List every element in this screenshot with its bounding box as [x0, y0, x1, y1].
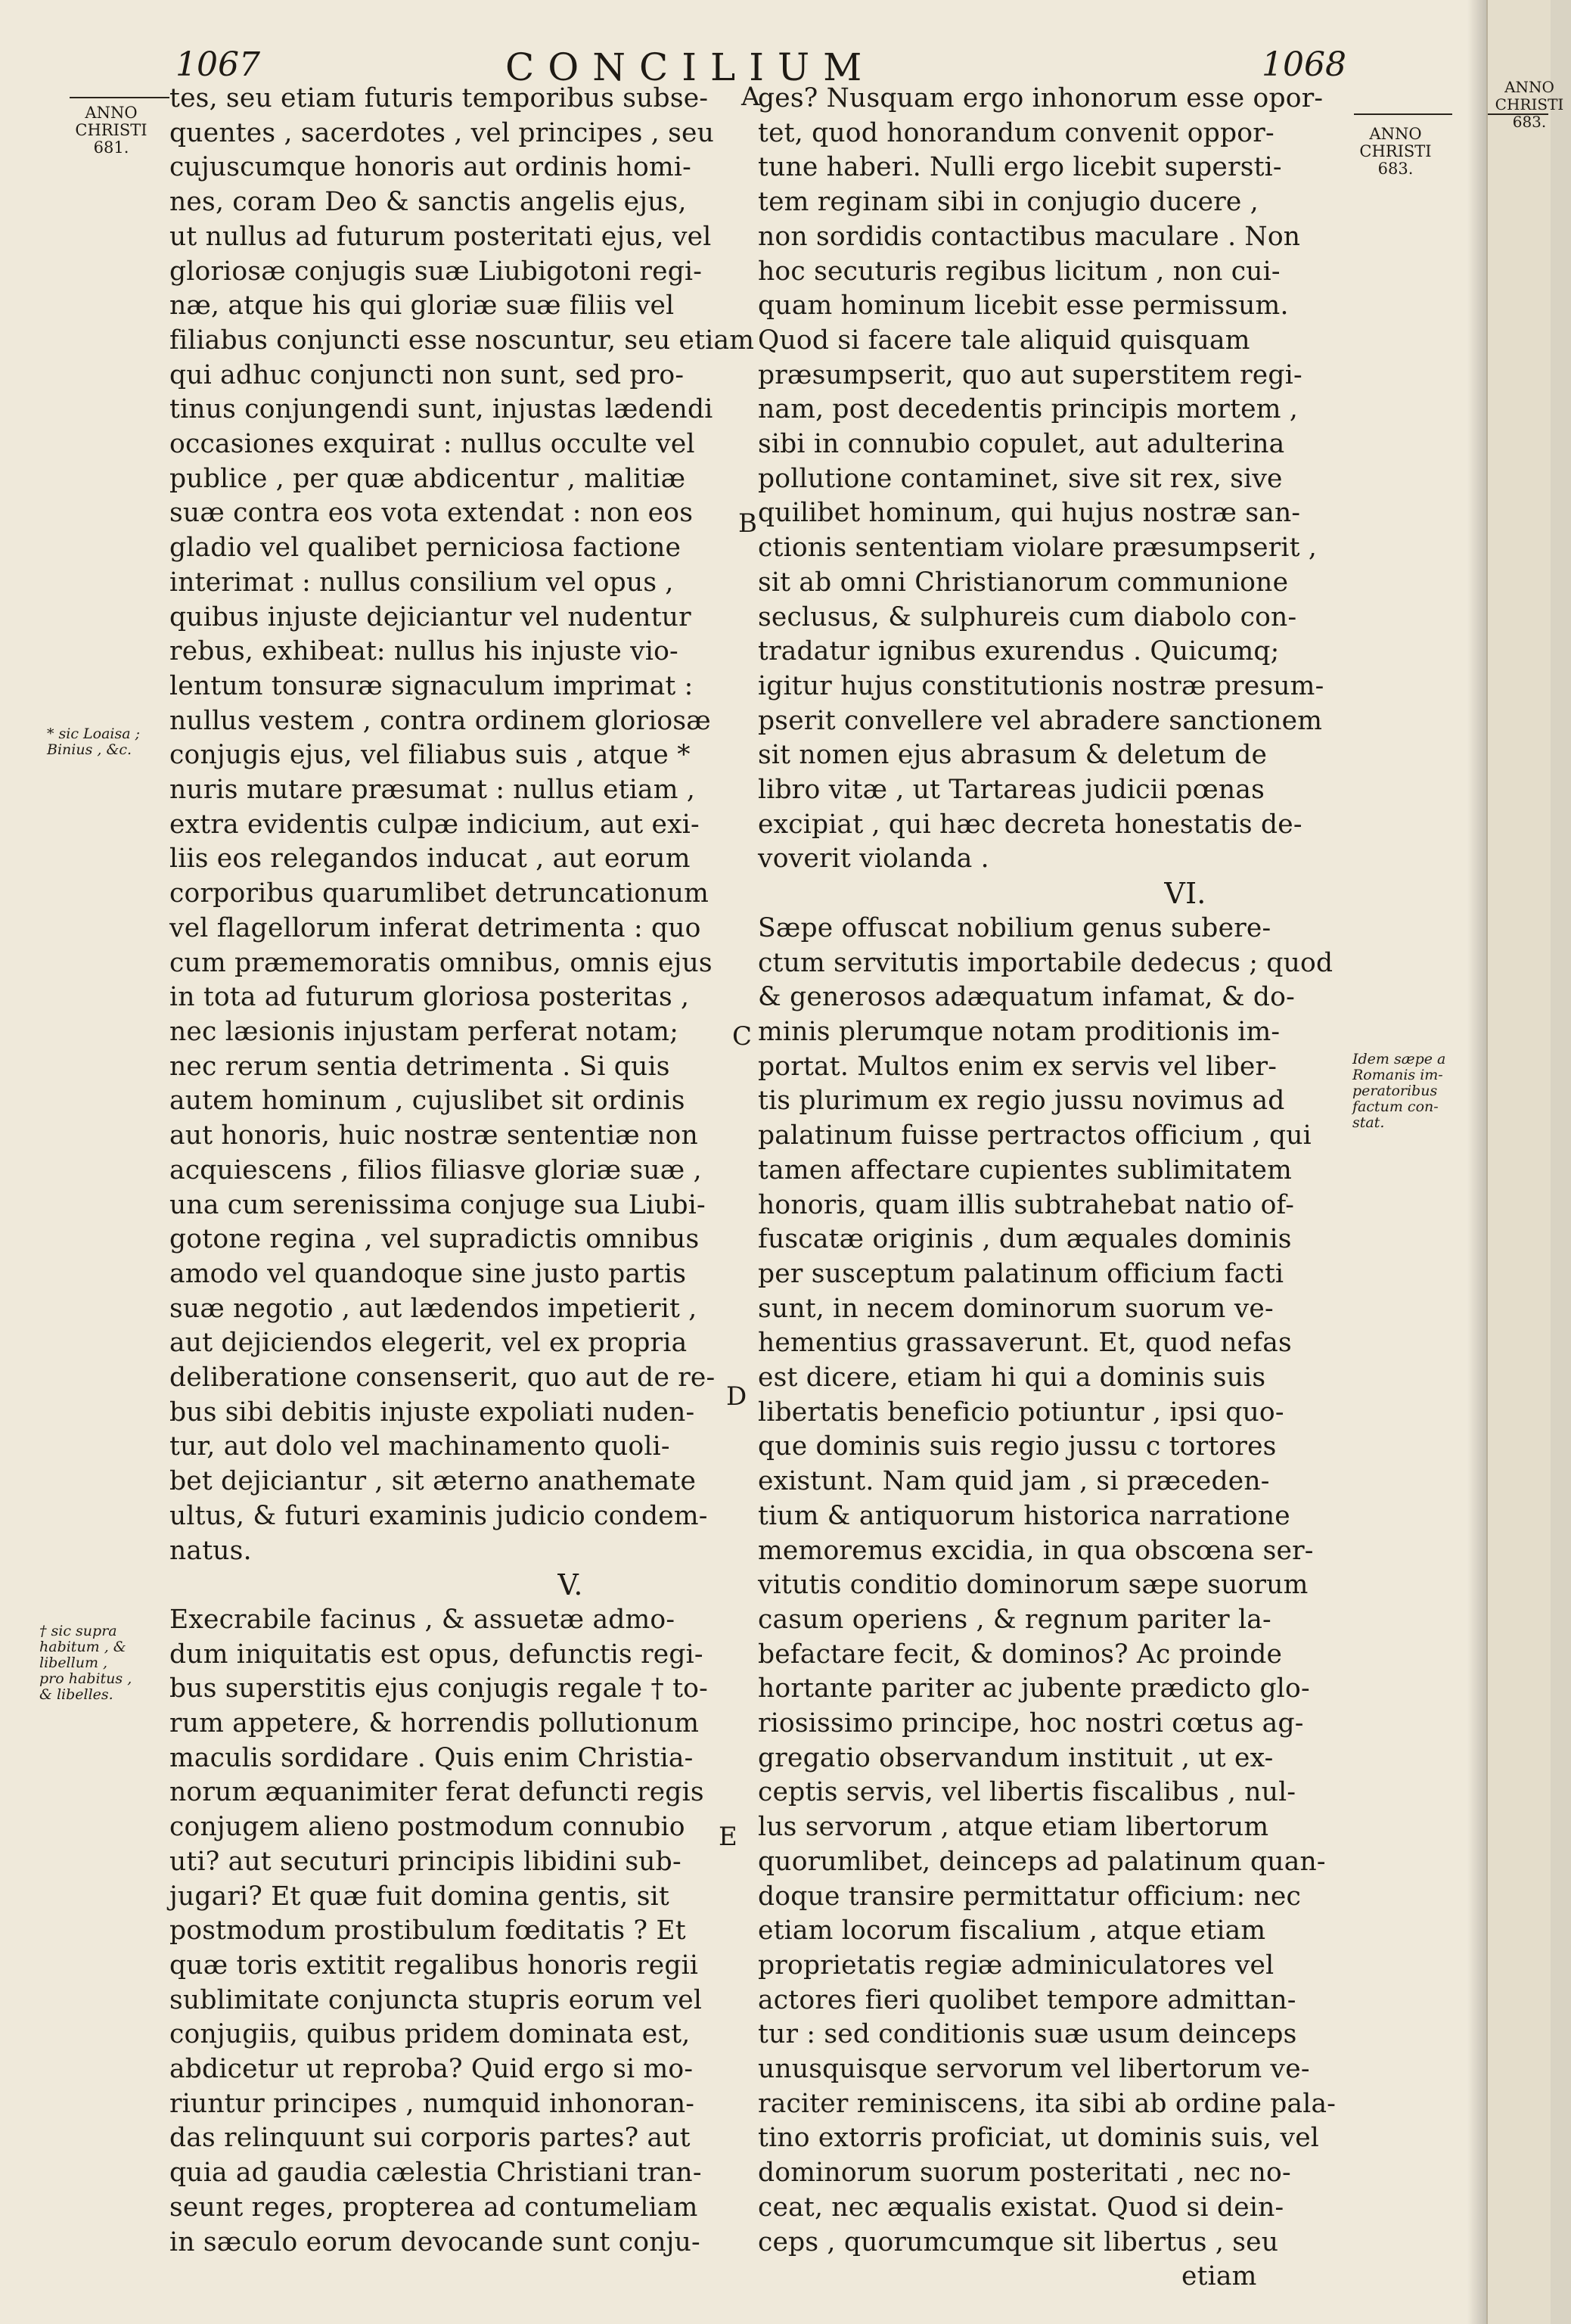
marginal-note-supra: † sic supra habitum , & libellum , pro habitus , & libelles.: [39, 1623, 132, 1703]
anno-christi-right: ANNO CHRISTI 683.: [1359, 125, 1432, 178]
section-letter-e: E: [719, 1822, 737, 1852]
marginal-note-loaisa: * sic Loaisa ; Binius , &c.: [47, 725, 141, 758]
left-column-text-2: Execrabile facinus , & assuetæ admo- dum iniquitatis est opus, defunctis regi- bus superstitis ejus conjugis regale † to- rum appetere, & horrendis pollutionum maculis sordidare . Quis enim Christia- norum æquanimiter ferat defuncti regis conjugem alieno postmodum connubio uti? aut secuturi principis libidini sub- jugari? Et quæ fuit domina gentis, sit postmodum prostibulum fœditatis ? Et quæ toris extitit regalibus honoris regii sublimitate conjuncta stupris eorum vel conjugiis, quibus pridem dominata est, abdicetur ut reproba? Quid ergo si mo- riuntur principes , numquid inhonoran- das relinquunt sui corporis partes? aut quia ad gaudia cælestia Christiani tran- seunt reges, propterea ad contumeliam in sæculo eorum devocande sunt conju-: [169, 1604, 708, 2257]
section-heading-v: V.: [557, 1568, 583, 1602]
marginal-note-romanis: Idem sæpe a Romanis im- peratoribus factum con- stat.: [1352, 1051, 1446, 1131]
anno-christi-adjacent: ANNO CHRISTI 683.: [1495, 78, 1564, 131]
section-letter-d: D: [726, 1381, 747, 1412]
catchword: etiam: [1181, 2261, 1257, 2292]
section-heading-vi: VI.: [1164, 877, 1206, 911]
right-column-text-1: ges? Nusquam ergo inhonorum esse opor- tet, quod honorandum convenit oppor- tune haberi. Nulli ergo licebit supersti- tem reginam sibi in conjugio ducere , non sordidis contactibus maculare . Non hoc secuturis regibus licitum , non cui- quam hominum licebit esse permissum. Quod si facere tale aliquid quisquam præsumpserit, quo aut superstitem regi- nam, post decedentis principis mortem , sibi in connubio copulet, aut adulterina pollutione contaminet, sive sit rex, sive quilibet hominum, qui hujus nostræ san- ctionis sententiam violare præsumpserit , sit ab omni Christianorum communione seclusus, & sulphureis cum diabolo con- tradatur ignibus exurendus . Quicumq; igitur hujus constitutionis nostræ presum- pserit convellere vel abradere sanctionem sit nomen ejus abrasum & deletum de libro vitæ , ut Tartareas judicii pœnas excipiat , qui hæc decreta honestatis de- voverit violanda .: [758, 83, 1324, 875]
section-letter-a: A: [741, 82, 760, 112]
page-number-right: 1068: [1262, 45, 1346, 84]
adjacent-page-edge: [1486, 0, 1564, 2324]
page-number-left: 1067: [175, 45, 260, 84]
section-letter-b: B: [738, 508, 757, 539]
left-column-text-1: tes, seu etiam futuris temporibus subse- quentes , sacerdotes , vel principes , seu cujuscumque honoris aut ordinis homi- nes, coram Deo & sanctis angelis ejus, ut nullus ad futurum posteritati ejus, vel gloriosæ conjugis suæ Liubigotoni regi- næ, atque his qui gloriæ suæ filiis vel filiabus conjuncti esse noscuntur, seu etiam qui adhuc conjuncti non sunt, sed pro- tinus conjungendi sunt, injustas lædendi occasiones exquirat : nullus occulte vel publice , per quæ abdicentur , malitiæ suæ contra eos vota extendat : non eos gladio vel qualibet perniciosa factione interimat : nullus consilium vel opus , quibus injuste dejiciantur vel nudentur rebus, exhibeat: nullus his injuste vio- lentum tonsuræ signaculum imprimat : nullus vestem , contra ordinem gloriosæ conjugis ejus, vel filiabus suis , atque * nuris mutare præsumat : nullus etiam , extra evidentis culpæ indicium, aut exi- liis eos relegandos inducat , aut eorum corporibus quarumlibet detruncationum vel flagellorum inferat detrimenta : quo cum præmemoratis omnibus, omnis ejus in tota ad futurum gloriosa posteritas , nec læsionis injustam perferat notam; nec rerum sentia detrimenta . Si quis autem hominum , cujuslibet sit ordinis aut honoris, huic nostræ sententiæ non acquiescens , filios filiasve gloriæ suæ , una cum serenissima conjuge sua Liubi- gotone regina , vel supradictis omnibus amodo vel quandoque sine justo partis suæ negotio , aut lædendos impetierit , aut dejiciendos elegerit, vel ex propria deliberatione consenserit, quo aut de re- bus sibi debitis injuste expoliati nuden- tur, aut dolo vel machinamento quoli- bet dejiciantur , sit æterno anathemate ultus, & futuri examinis judicio condem- natus.: [169, 83, 755, 1566]
section-letter-c: C: [732, 1021, 753, 1052]
running-title: CONCILIUM: [505, 45, 876, 89]
right-column-text-2: Sæpe offuscat nobilium genus subere- ctum servitutis importabile dedecus ; quod & generosos adæquatum infamat, & do- minis plerumque notam proditionis im- portat. Multos enim ex servis vel liber- tis plurimum ex regio jussu novimus ad palatinum fuisse pertractos officium , qui tamen affectare cupientes sublimitatem honoris, quam illis subtrahebat natio of- fuscatæ originis , dum æquales dominis per susceptum palatinum officium facti sunt, in necem dominorum suorum ve- hementius grassaverunt. Et, quod nefas est dicere, etiam hi qui a dominis suis libertatis beneficio potiuntur , ipsi quo- que dominis suis regio jussu c tortores existunt. Nam quid jam , si præceden- tium & antiquorum historica narratione memoremus excidia, in qua obscœna ser- vitutis conditio dominorum sæpe suorum casum operiens , & regnum pariter la- befactare fecit, & dominos? Ac proinde hortante pariter ac jubente prædicto glo- riosissimo principe, hoc nostri cœtus ag- gregatio observandum instituit , ut ex- ceptis servis, vel libertis fiscalibus , nul- lus servorum , atque etiam libertorum quorumlibet, deinceps ad palatinum quan- doque transire permittatur officium: nec etiam locorum fiscalium , atque etiam proprietatis regiæ adminiculatores vel actores fieri quolibet tempore admittan- tur : sed conditionis suæ usum deinceps unusquisque servorum vel libertorum ve- raciter reminiscens, ita sibi ab ordine pala- tino extorris proficiat, ut dominis suis, vel dominorum suorum posteritati , nec no- ceat, nec æqualis existat. Quod si dein- ceps , quorumcumque sit libertus , seu: [758, 912, 1337, 2257]
anno-christi-left: ANNO CHRISTI 681.: [75, 104, 147, 157]
